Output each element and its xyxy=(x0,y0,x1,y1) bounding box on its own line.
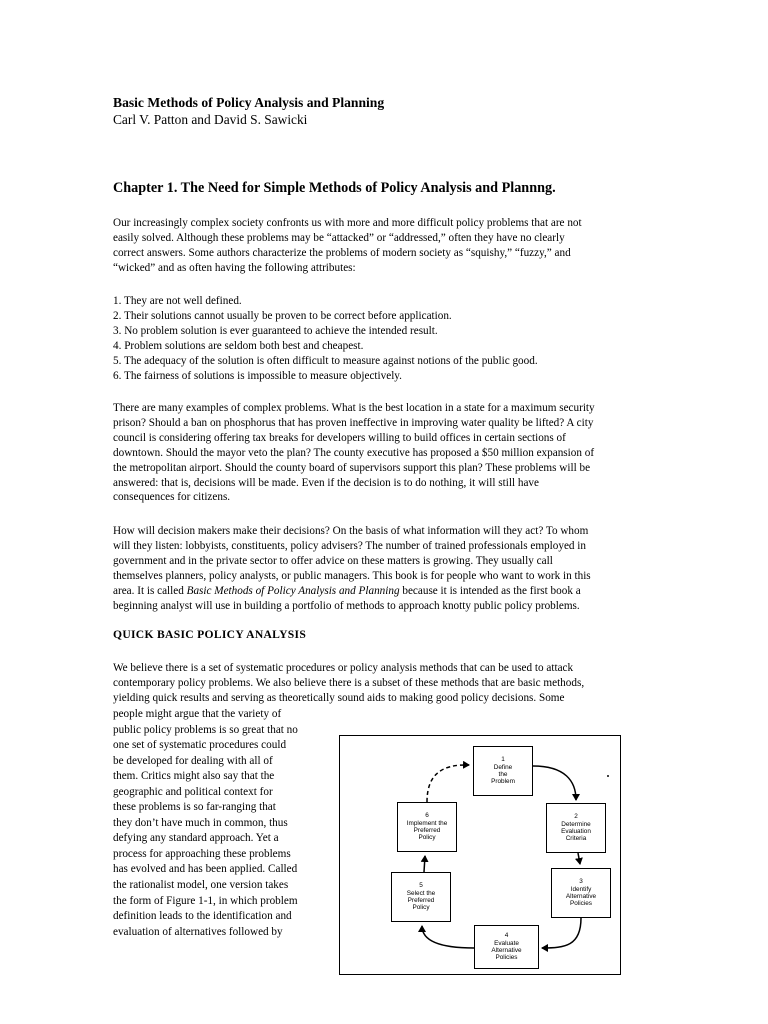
text-line xyxy=(113,584,673,599)
step-implement-policy xyxy=(397,802,457,852)
text-fragment: because it is intended as the first book a xyxy=(399,584,581,597)
step-label-line: Determine xyxy=(561,820,591,828)
step-label-line: Policy xyxy=(412,904,430,912)
step-label-line: Preferred xyxy=(407,897,435,904)
text-line: “wicked” and as often having the following attributes: xyxy=(113,261,356,274)
step-label-line: Criteria xyxy=(565,835,587,843)
step-label-line: Implement the xyxy=(406,819,448,827)
text-line: easily solved. Although these problems may be “attacked” or “addressed,” often they have no clearly xyxy=(113,231,565,244)
attributes-list xyxy=(113,294,538,385)
step-label-line: Evaluate xyxy=(494,939,519,947)
step-define-problem xyxy=(473,746,533,796)
step-label-line: Define xyxy=(493,763,513,771)
text-line: process for approaching these problems xyxy=(113,847,291,860)
section-heading: QUICK BASIC POLICY ANALYSIS xyxy=(113,628,307,641)
step-determine-criteria xyxy=(546,803,606,853)
examples-paragraph xyxy=(113,401,673,505)
text-line: the metropolitan airport. Should the county board of supervisors support this plan? These problems will be xyxy=(113,461,591,474)
step-number: 5 xyxy=(419,882,423,890)
text-line: contemporary policy problems. We also believe there is a subset of these methods that are basic methods, xyxy=(113,676,585,689)
book-authors: Carl V. Patton and David S. Sawicki xyxy=(113,112,308,127)
text-line: defying any standard approach. Yet a xyxy=(113,832,279,845)
step-number: 6 xyxy=(425,812,429,820)
list-item: 2. Their solutions cannot usually be proven to be correct before application. xyxy=(113,310,452,323)
policy-process-figure xyxy=(339,735,621,975)
text-fragment: area. It is called xyxy=(113,584,187,597)
arrow-1-to-2 xyxy=(533,766,576,800)
book-title-italic: Basic Methods of Policy Analysis and Planning xyxy=(186,584,400,597)
list-item: 5. The adequacy of the solution is often difficult to measure against notions of the public good. xyxy=(113,355,538,368)
wrapped-text-column xyxy=(113,707,298,940)
list-item: 6. The fairness of solutions is impossible to measure objectively. xyxy=(113,370,402,383)
step-number: 1 xyxy=(501,756,505,764)
text-line: be developed for dealing with all of xyxy=(113,754,273,767)
text-line: geographic and political context for xyxy=(113,785,273,798)
arrow-6-to-1-dashed xyxy=(427,765,469,802)
book-title: Basic Methods of Policy Analysis and Planning xyxy=(113,95,385,110)
list-item: 3. No problem solution is ever guaranteed to achieve the intended result. xyxy=(113,325,438,338)
text-line: definition leads to the identification and xyxy=(113,910,292,923)
text-line: themselves planners, policy analysts, or public managers. This book is for people who want to work in this xyxy=(113,569,591,582)
step-label-line: Policies xyxy=(495,954,518,962)
text-line: prison? Should a ban on phosphorus that has proven ineffective in improving water quality be lifted? A city xyxy=(113,416,594,429)
text-line: them. Critics might also say that the xyxy=(113,770,275,783)
intro-paragraph xyxy=(113,216,673,276)
step-label-line: Select the xyxy=(406,889,436,897)
list-item: 4. Problem solutions are seldom both best and cheapest. xyxy=(113,340,364,353)
list-item: 1. They are not well defined. xyxy=(113,295,242,307)
text-line: public policy problems is so great that no xyxy=(113,723,298,736)
text-line: consequences for citizens. xyxy=(113,491,231,504)
step-number: 2 xyxy=(574,813,578,821)
step-select-policy xyxy=(391,872,451,922)
text-line: will they listen: lobbyists, constituents, policy advisers? The number of trained professionals employed in xyxy=(113,539,587,552)
decision-paragraph xyxy=(113,524,673,613)
arrow-3-to-4 xyxy=(542,918,581,948)
text-line: has evolved and has been applied. Called xyxy=(113,863,298,876)
quick-paragraph xyxy=(113,661,673,706)
step-label-line: Preferred xyxy=(413,827,441,834)
step-label-line: Policies xyxy=(569,900,593,908)
scan-speck xyxy=(607,775,609,777)
text-line: answered: that is, decisions will be made. Even if the decision is to do nothing, it will still have xyxy=(113,476,539,489)
text-line: correct answers. Some authors characterize the problems of modern society as “squishy,” “fuzzy,” and xyxy=(113,246,571,259)
text-line: people might argue that the variety of xyxy=(113,708,282,720)
text-line: these problems is so far-ranging that xyxy=(113,801,276,814)
arrow-2-to-3 xyxy=(578,853,580,864)
arrow-4-to-5 xyxy=(422,926,474,948)
text-line: government and in the private sector to offer advice on these matters is growing. They usually call xyxy=(113,554,553,567)
step-label-line: Alternative xyxy=(565,893,597,900)
text-line: downtown. Should the mayor veto the plan? The county executive has proposed a $50 million expansion of xyxy=(113,446,595,459)
text-line: There are many examples of complex problems. What is the best location in a state for a maximum security xyxy=(113,402,595,414)
arrow-5-to-6 xyxy=(424,856,425,872)
step-identify-alternatives xyxy=(551,868,611,918)
step-label-line: Alternative xyxy=(491,947,522,954)
step-label-line: Policy xyxy=(418,834,436,842)
step-label-line: Evaluation xyxy=(561,828,591,835)
text-line: Our increasingly complex society confronts us with more and more difficult policy problems that are not xyxy=(113,217,582,229)
step-number: 4 xyxy=(504,932,509,940)
text-line: they don’t have much in common, thus xyxy=(113,816,288,829)
text-line: the form of Figure 1-1, in which problem xyxy=(113,894,298,907)
step-label-line: Problem xyxy=(491,778,515,786)
step-evaluate-alternatives xyxy=(474,925,539,969)
step-label-line: Identify xyxy=(570,885,592,893)
text-line: How will decision makers make their decisions? On the basis of what information will they act? To whom xyxy=(113,525,589,537)
text-line: We believe there is a set of systematic procedures or policy analysis methods that can be used to attack xyxy=(113,662,574,674)
text-line: evaluation of alternatives followed by xyxy=(113,925,283,938)
text-line: the rationalist model, one version takes xyxy=(113,879,289,892)
text-line: yielding quick results and serving as theoretically sound aids to making good policy decisions. Some xyxy=(113,691,565,704)
chapter-title: Chapter 1. The Need for Simple Methods of Policy Analysis and Plannng. xyxy=(113,180,556,196)
step-number: 3 xyxy=(579,878,583,886)
text-line: council is considering offering tax breaks for developers willing to build offices in certain sections of xyxy=(113,431,566,444)
text-line: beginning analyst will use in building a portfolio of methods to approach knotty public policy problems. xyxy=(113,599,580,612)
step-label-line: the xyxy=(498,771,508,778)
text-line: one set of systematic procedures could xyxy=(113,739,287,752)
